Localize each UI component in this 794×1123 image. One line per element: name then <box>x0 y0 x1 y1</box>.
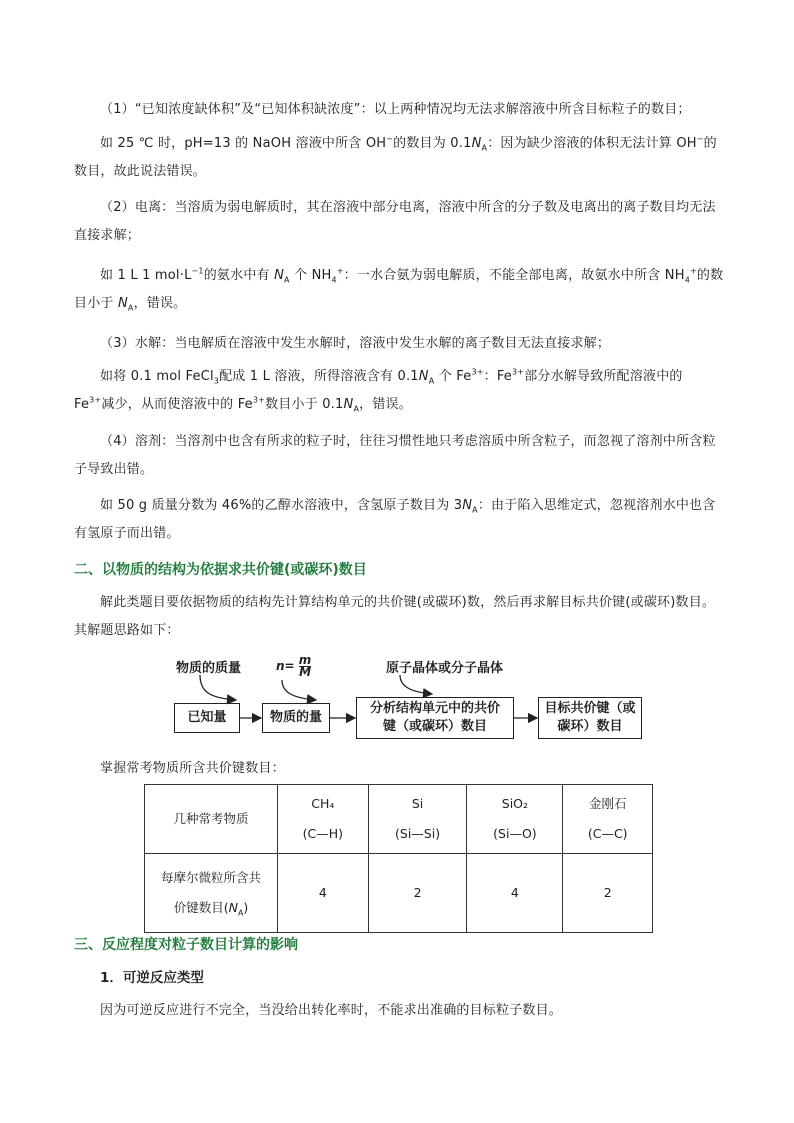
flow-box-known: 已知量 <box>174 703 240 733</box>
paragraph-8: 如 50 g 质量分数为 46%的乙醇水溶液中，含氢原子数目为 $3N_A$：由于陷入思维定式，忽视溶剂水中也含有氢原子而出错。 <box>74 498 716 541</box>
table-header-si: Si (Si—Si) <box>368 785 467 854</box>
table-cell-ch4: 4 <box>278 854 369 933</box>
bond-table <box>144 784 653 933</box>
table-header-diamond: 金刚石 (C—C) <box>563 785 653 854</box>
paragraph-10: 掌握常考物质所含共价键数目： <box>100 761 285 776</box>
arrow-formula-curve <box>282 680 316 700</box>
table-row <box>145 785 653 854</box>
arrow-crystal-curve <box>400 675 432 694</box>
paragraph-11: 因为可逆反应进行不完全，当没给出转化率时，不能求出准确的目标粒子数目。 <box>100 1003 563 1018</box>
arrow-mass-curve <box>200 675 236 700</box>
section-subheading: 1．可逆反应类型 <box>100 970 204 986</box>
table-cell-sio2: 4 <box>467 854 563 933</box>
flow-box-analyze: 分析结构单元中的共价 键（或碳环）数目 <box>356 697 514 739</box>
flow-box-amount: 物质的量 <box>262 703 330 733</box>
paragraph-1 <box>74 96 724 124</box>
paragraph-5: （3）水解：当电解质在溶液中发生水解时，溶液中发生水解的离子数目无法直接求解； <box>100 336 611 351</box>
flow-label-crystal: 原子晶体或分子晶体 <box>386 661 504 676</box>
table-header-sio2: SiO₂ (Si—O) <box>467 785 563 854</box>
section-heading-3: 三、反应程度对粒子数目计算的影响 <box>74 937 298 953</box>
table-cell-si: 2 <box>368 854 467 933</box>
table-header-label: 几种常考物质 <box>145 785 278 854</box>
section-heading-2: 二、以物质的结构为依据求共价键(或碳环)数目 <box>74 562 367 578</box>
paragraph-4: 如 1 L 1 $mol\cdot L^{-1}$的氨水中有 $N_A$ 个 $NH_4^+$：一水合氨为弱电解质，不能全部电离，故氨水中所含 $NH_4^+$的数目小于 $N_A$，错误。 <box>74 266 724 313</box>
flow-label-mass: 物质的质量 <box>176 661 242 676</box>
table-header-ch4: CH₄ (C—H) <box>278 785 369 854</box>
paragraph-3: （2）电离：当溶质为弱电解质时，其在溶液中部分电离，溶液中所含的分子数及电离出的离子数目均无法直接求解； <box>74 200 716 243</box>
table-cell-diamond: 2 <box>563 854 653 933</box>
p2-text-a: 如 25 ℃ 时，pH=13 的 NaOH 溶液中所含 OH <box>100 136 387 151</box>
paragraph-7: （4）溶剂：当溶剂中也含有所求的粒子时，往往习惯性地只考虑溶质中所含粒子，而忽视了溶剂中所含粒子导致出错。 <box>74 434 716 477</box>
paragraph-6: 如将 0.1 mol FeCl$_3$配成 1 L 溶液，所得溶液含有 $0.1N_A$ 个 $Fe^{3+}$：$Fe^{3+}$部分水解导致所配溶液中的 $Fe^{3+}$减少，从而使溶液中的 $Fe^{3+}$数目小于 $0.1N_A$，错误。 <box>74 367 683 414</box>
flow-box-target: 目标共价键（或 碳环）数目 <box>538 697 642 739</box>
paragraph-9: 解此类题目要依据物质的结构先计算结构单元的共价键(或碳环)数，然后再求解目标共价键(或碳环)数目。其解题思路如下： <box>74 595 716 638</box>
flow-formula: n= $\frac{m}{M}$ <box>276 653 312 679</box>
paragraph-1-text: （1）“已知浓度缺体积”及“已知体积缺浓度”：以上两种情况均无法求解溶液中所含目标粒子的数目； <box>100 102 691 117</box>
table-row-label: 每摩尔微粒所含共 价键数目$(N_A)$ <box>145 854 278 933</box>
paragraph-2: 如 25 ℃ 时，pH=13 的 NaOH 溶液中所含 OH−的数目为 $0.1N_A$：因为缺少溶液的体积无法计算 OH−的数目，故此说法错误。 <box>74 134 717 179</box>
table-row <box>145 854 653 933</box>
